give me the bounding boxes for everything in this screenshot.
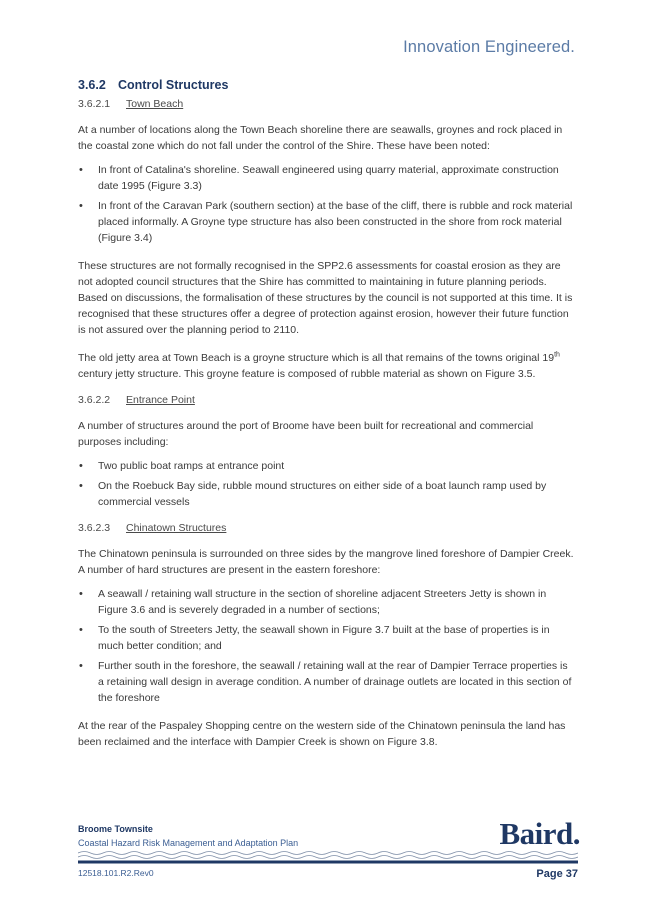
list-item: • To the south of Streeters Jetty, the seawall shown in Figure 3.7 built at the base of properties is in much better condition; and <box>78 622 575 654</box>
paragraph: At a number of locations along the Town Beach shoreline there are seawalls, groynes and rock placed in the coastal zone which do not fall under the control of the Shire. These have been noted: <box>78 124 563 152</box>
subsection-title: Chinatown Structures <box>126 522 227 534</box>
list-item: • Further south in the foreshore, the seawall / retaining wall at the rear of Dampier Terrace properties is a retaining wall design in average condition. A number of drainage outlets are located in this section of the foreshore <box>78 658 575 706</box>
bullet-list <box>78 458 575 510</box>
section-title: Control Structures <box>118 78 229 92</box>
wave-divider-icon <box>78 850 578 864</box>
section-heading <box>78 78 575 92</box>
page-footer <box>78 816 580 884</box>
subsection-title: Town Beach <box>126 98 184 110</box>
subsection-heading-town-beach <box>78 98 575 110</box>
list-item: • On the Roebuck Bay side, rubble mound structures on either side of a boat launch ramp used by commercial vessels <box>78 478 575 510</box>
paragraph: These structures are not formally recognised in the SPP2.6 assessments for coastal erosion as they are not adopted council structures that the Shire has committed to maintaining in future planning periods. Based on discussions, the formalisation of these structures by the council is not supported at this time. It is recognised that these structures offer a degree of protection against erosion, however their future function is not assured over the planning period to 2110. <box>78 260 573 336</box>
text-run: century jetty structure. This groyne feature is composed of rubble material as shown on Figure 3.5. <box>78 368 536 380</box>
list-item: • In front of the Caravan Park (southern section) at the base of the cliff, there is rubble and rock material placed informally. A Groyne type structure has also been constructed in the shore from rock material (Figure 3.4) <box>78 198 575 246</box>
subsection-number: 3.6.2.3 <box>78 522 111 534</box>
paragraph <box>78 350 575 382</box>
baird-logo: Baird. <box>499 816 580 851</box>
superscript: th <box>554 351 560 359</box>
list-item: • A seawall / retaining wall structure in the section of shoreline adjacent Streeters Jetty is shown in Figure 3.6 and is severely degraded in a number of sections; <box>78 586 575 618</box>
paragraph: The Chinatown peninsula is surrounded on three sides by the mangrove lined foreshore of Dampier Creek. A number of hard structures are present in the eastern foreshore: <box>78 548 574 576</box>
header-tagline: Innovation Engineered. <box>403 38 575 56</box>
footer-title: Broome Townsite <box>78 824 153 834</box>
footer-subtitle: Coastal Hazard Risk Management and Adaptation Plan <box>78 838 299 848</box>
document-reference: 12518.101.R2.Rev0 <box>78 868 154 878</box>
subsection-number: 3.6.2.1 <box>78 98 111 110</box>
text-run: The old jetty area at Town Beach is a groyne structure which is all that remains of the towns original 19 <box>78 352 555 364</box>
bullet-list <box>78 162 575 246</box>
page-number: Page 37 <box>536 868 578 880</box>
subsection-heading-chinatown <box>78 522 575 534</box>
bullet-list <box>78 586 575 706</box>
list-item: • In front of Catalina's shoreline. Seawall engineered using quarry material, approximate construction date 1995 (Figure 3.3) <box>78 162 575 194</box>
section-number: 3.6.2 <box>78 78 106 92</box>
subsection-number: 3.6.2.2 <box>78 394 111 406</box>
subsection-heading-entrance-point <box>78 394 575 406</box>
subsection-title: Entrance Point <box>126 394 195 406</box>
paragraph: A number of structures around the port of Broome have been built for recreational and commercial purposes including: <box>78 420 534 448</box>
list-item: • Two public boat ramps at entrance point <box>78 458 575 474</box>
paragraph: At the rear of the Paspaley Shopping centre on the western side of the Chinatown peninsula the land has been reclaimed and the interface with Dampier Creek is shown on Figure 3.8. <box>78 720 566 748</box>
page-content <box>78 78 575 762</box>
